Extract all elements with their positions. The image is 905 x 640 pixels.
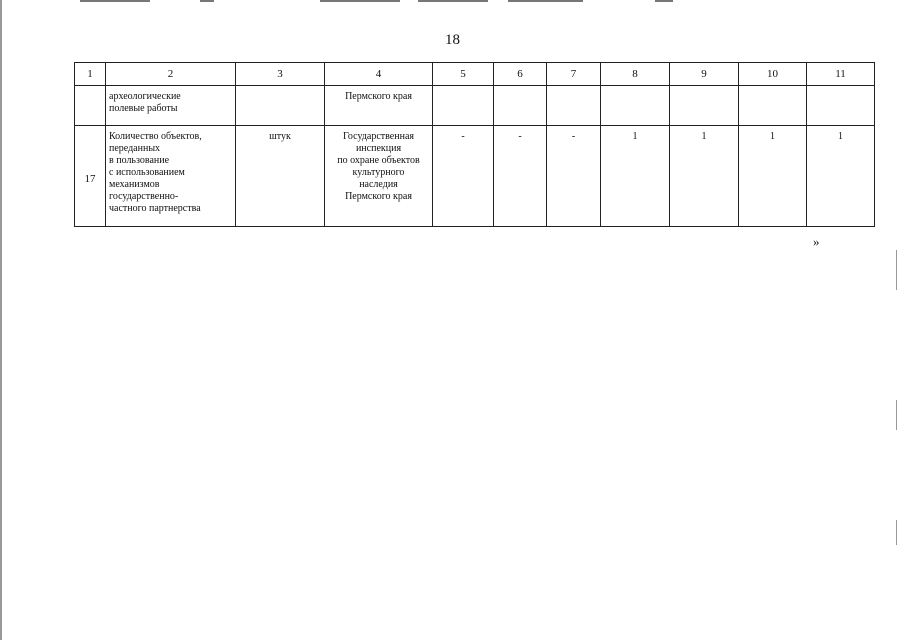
responsible-line: инспекция <box>355 143 402 154</box>
column-number: 6 <box>494 63 547 86</box>
value-cell: 1 <box>670 126 739 227</box>
value-cell <box>807 86 875 126</box>
scan-right-edge-mark <box>896 400 897 430</box>
responsible-line: наследия <box>359 179 398 190</box>
table-row <box>75 86 875 126</box>
responsible-line: Пермского края <box>345 191 412 202</box>
column-number: 7 <box>547 63 601 86</box>
column-number: 11 <box>807 63 875 86</box>
value-cell: 1 <box>601 126 670 227</box>
indicator-name-cell <box>106 86 236 126</box>
value-cell: - <box>494 126 547 227</box>
scan-left-edge <box>0 0 2 640</box>
value-cell: - <box>433 126 494 227</box>
column-number-row <box>75 63 875 86</box>
responsible-line: по охране объектов <box>337 155 420 166</box>
indicator-name-line: государственно- <box>109 191 179 202</box>
column-number: 10 <box>739 63 807 86</box>
column-number: 9 <box>670 63 739 86</box>
indicator-name-line: полевые работы <box>109 103 178 114</box>
row-number <box>75 86 106 126</box>
responsible-cell <box>325 86 433 126</box>
value-cell <box>547 86 601 126</box>
indicator-name-line: переданных <box>109 143 161 154</box>
scan-right-edge-mark <box>896 250 897 290</box>
unit-cell <box>236 86 325 126</box>
column-number: 4 <box>325 63 433 86</box>
row-number: 17 <box>75 126 106 227</box>
responsible-line: Государственная <box>342 131 414 142</box>
column-number: 2 <box>106 63 236 86</box>
table-row <box>75 126 875 227</box>
closing-quote-mark: » <box>813 234 820 249</box>
column-number: 5 <box>433 63 494 86</box>
page-number: 18 <box>445 32 460 48</box>
indicator-name-line: археологические <box>109 91 181 102</box>
indicators-table <box>74 62 875 227</box>
value-cell: - <box>547 126 601 227</box>
indicator-name-line: в пользование <box>109 155 170 166</box>
value-cell <box>739 86 807 126</box>
indicator-name-line: механизмов <box>109 179 160 190</box>
column-number: 1 <box>75 63 106 86</box>
value-cell <box>494 86 547 126</box>
value-cell <box>601 86 670 126</box>
scan-right-edge-mark <box>896 520 897 545</box>
indicator-name-line: частного партнерства <box>109 203 201 214</box>
responsible-line: Пермского края <box>345 91 412 102</box>
value-cell: 1 <box>739 126 807 227</box>
indicator-name-cell <box>106 126 236 227</box>
indicator-name-line: с использованием <box>109 167 185 178</box>
value-cell <box>670 86 739 126</box>
indicator-name-line: Количество объектов, <box>109 131 202 142</box>
column-number: 8 <box>601 63 670 86</box>
value-cell: 1 <box>807 126 875 227</box>
scan-top-marks <box>0 0 905 3</box>
column-number: 3 <box>236 63 325 86</box>
responsible-line: культурного <box>352 167 405 178</box>
value-cell <box>433 86 494 126</box>
unit-cell: штук <box>236 126 325 227</box>
responsible-cell <box>325 126 433 227</box>
